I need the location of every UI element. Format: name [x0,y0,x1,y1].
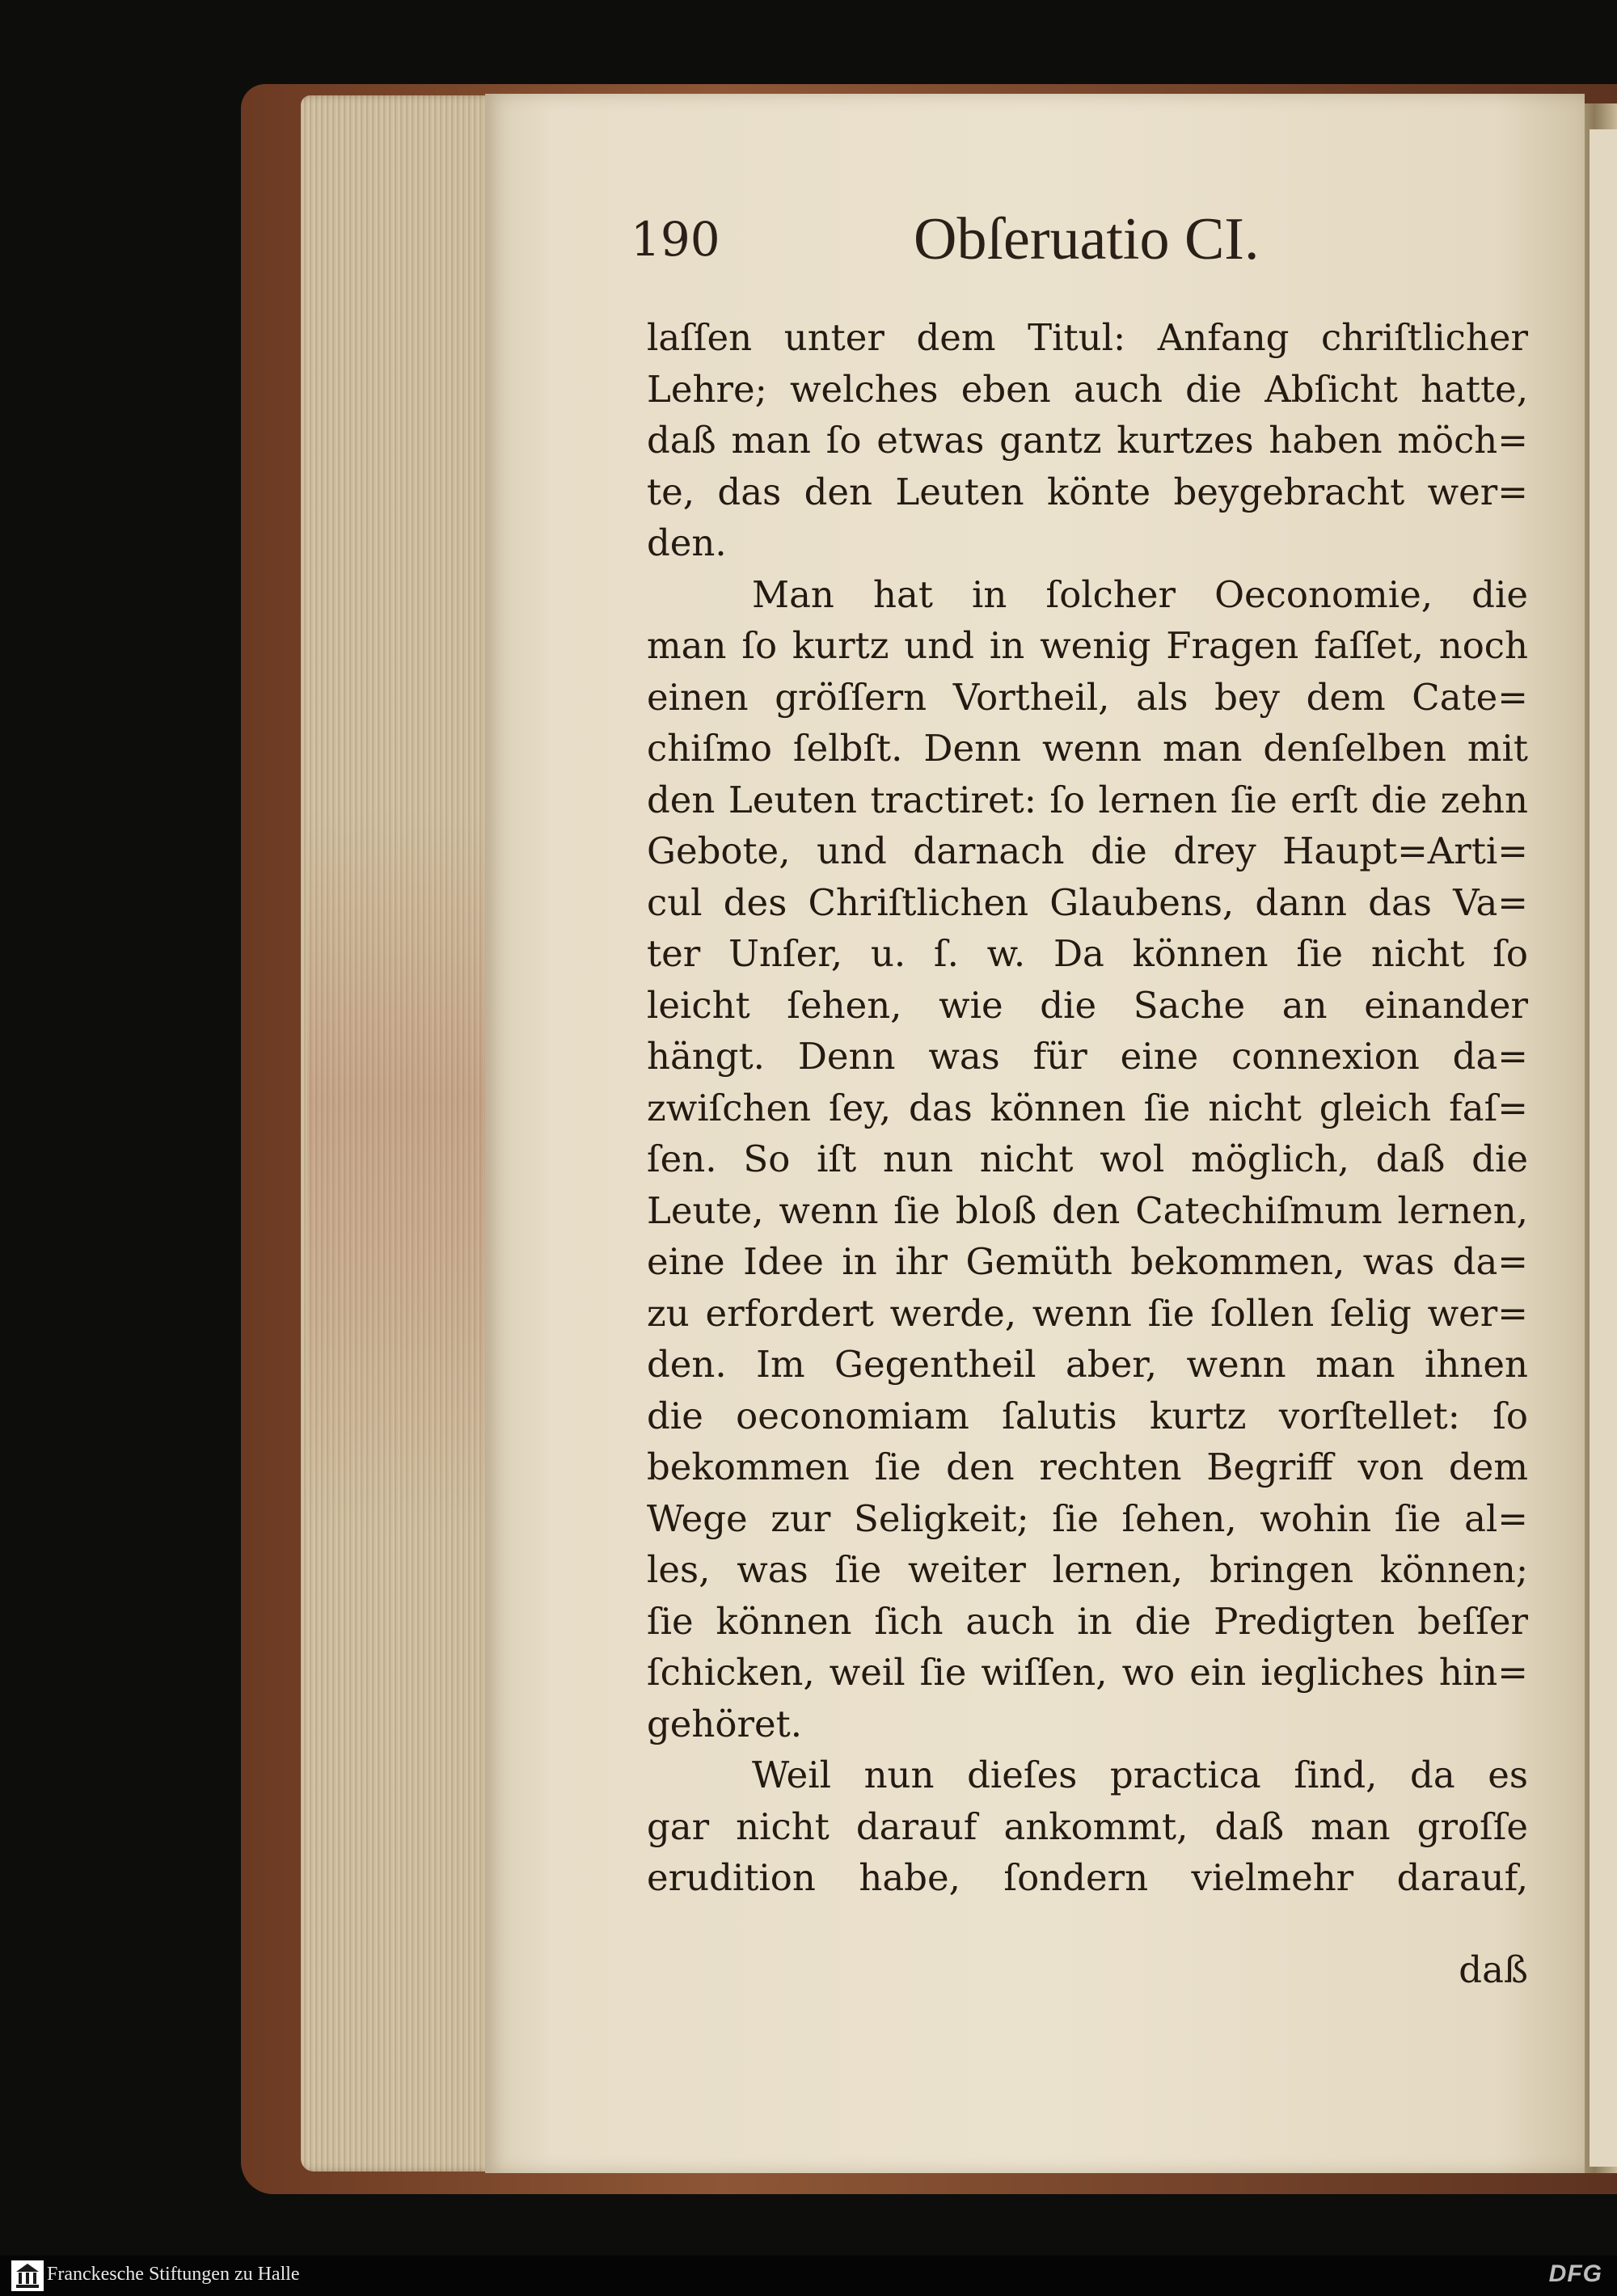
text-line: den. [647,521,727,564]
text-line: Weil nun dieſes practica ſind, da es [752,1754,1528,1796]
text-line: daß man ſo etwas gantz kurtzes haben möch= [647,419,1528,462]
footer-bar [0,2256,1617,2296]
text-line: Leute, wenn ſie bloß den Catechiſmum lernen, [647,1188,1528,1232]
text-line: chiſmo ſelbſt. Denn wenn man denſelben mit [647,727,1528,770]
text-line: Gebote, und darnach die drey Haupt=Arti= [647,829,1528,872]
text-line: bekommen ſie den rechten Begriff von dem [647,1446,1528,1488]
dfg-logo: DFG [1548,2260,1602,2287]
text-line: den Leuten tractiret: ſo lernen ſie erſt die zehn [647,778,1528,821]
edge-stain [307,808,485,1536]
text-line: den. Im Gegentheil aber, wenn man ihnen [647,1343,1528,1386]
page-body-text [647,312,1528,1904]
text-line: leicht ſehen, wie die Sache an einander [647,983,1528,1027]
text-line: laſſen unter dem Titul: Anfang chriſtlicher [647,316,1528,359]
page-number: 190 [631,212,720,267]
page-header [631,202,1528,291]
text-line: les, was ſie weiter lernen, bringen können; [647,1548,1528,1591]
text-line: Man hat in ſolcher Oeconomie, die [752,572,1528,616]
text-line: einen gröſſern Vortheil, als bey dem Cate= [647,675,1528,719]
text-line: erudition habe, ſondern vielmehr darauf, [647,1856,1528,1899]
text-line: gar nicht darauf ankommt, daß man groſſe [647,1804,1528,1848]
text-line: man ſo kurtz und in wenig Fragen faſſet, noch [647,624,1528,667]
text-line: ſie können ſich auch in die Predigten beſſer [647,1599,1528,1643]
text-line: ſen. So iſt nun nicht wol möglich, daß die [647,1137,1528,1180]
text-line: gehöret. [647,1702,803,1745]
text-line: eine Idee in ihr Gemüth bekommen, was da= [647,1240,1528,1283]
text-line: hängt. Denn was für eine connexion da= [647,1035,1528,1078]
text-line: zwiſchen ſey, das können ſie nicht gleich faſ= [647,1086,1528,1129]
text-line: Wege zur Seligkeit; ſie ſehen, wohin ſie al= [647,1496,1528,1540]
institution-name: Franckesche Stiftungen zu Halle [47,2264,300,2285]
text-line: ter Unſer, u. ſ. w. Da können ſie nicht ſo [647,932,1528,975]
text-line: te, das den Leuten könte beygebracht wer= [647,470,1528,513]
text-line: Lehre; welches eben auch die Abſicht hatte, [647,367,1528,411]
text-line: cul des Chriſtlichen Glaubens, dann das Va= [647,880,1528,924]
institution-logo-icon [11,2260,44,2291]
facing-page-edge [1590,129,1617,2167]
catchword: daß [1459,1948,1528,1991]
text-line: die oeconomiam ſalutis kurtz vorſtellet: ſo [647,1394,1528,1437]
text-line: zu erfordert werde, wenn ſie ſollen ſelig wer= [647,1291,1528,1335]
text-line: ſchicken, weil ſie wiſſen, wo ein iegliches hin= [647,1651,1528,1694]
running-title: Obſeruatio CI. [914,206,1260,272]
